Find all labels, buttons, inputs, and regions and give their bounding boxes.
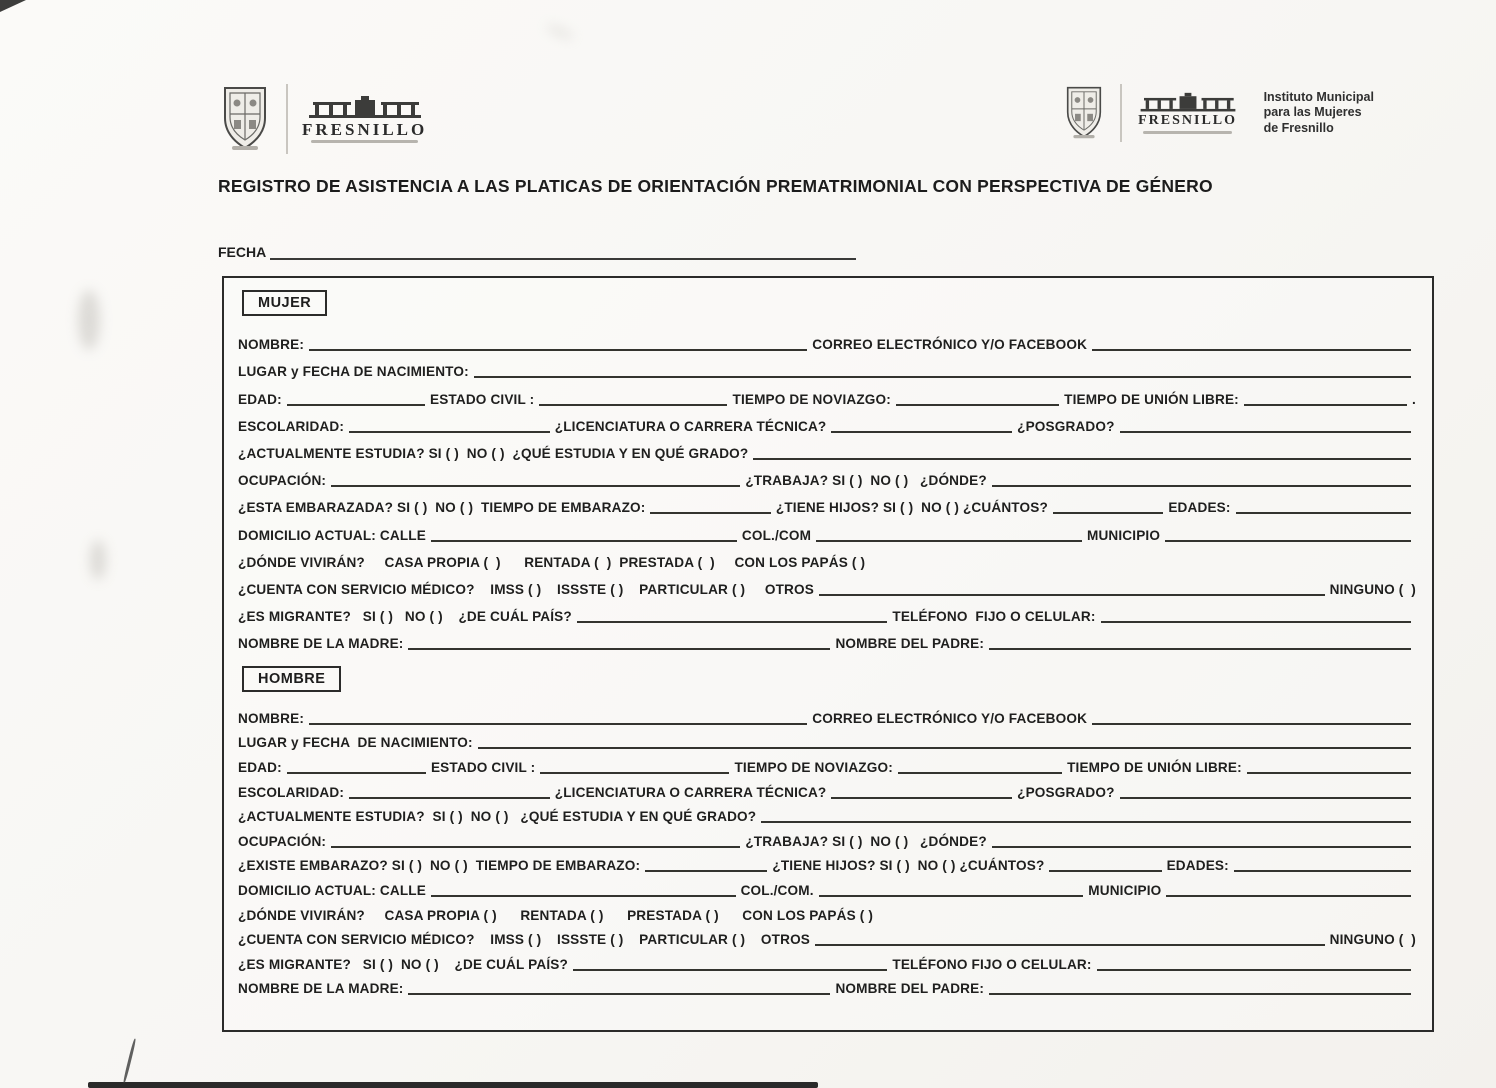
blank-line (1236, 497, 1411, 514)
blank-line (1049, 855, 1161, 872)
form-line-hombre-domicilio (236, 874, 1418, 899)
blank-line (992, 831, 1411, 848)
field-label: ¿ACTUALMENTE ESTUDIA? SI ( ) NO ( ) ¿QUÉ ESTUDIA Y EN QUÉ GRADO? (238, 809, 757, 825)
field-label: ¿TIENE HIJOS? SI ( ) NO ( ) ¿CUÁNTOS? (772, 858, 1045, 874)
section-label-mujer: MUJER (242, 290, 327, 316)
field-label: EDAD: (238, 391, 282, 407)
fresnillo-brandmark-small (1136, 92, 1240, 134)
field-label: COL./COM (741, 527, 812, 543)
institute-line: de Fresnillo (1263, 120, 1334, 135)
field-label: NINGUNO ( ) (1329, 581, 1416, 597)
blank-line (816, 525, 1082, 542)
field-label: ¿POSGRADO? (1017, 784, 1115, 800)
form-line-mujer-nacimiento (236, 353, 1418, 380)
form-line-mujer-embarazo (236, 489, 1418, 516)
blank-line (287, 389, 425, 406)
field-label: ¿LICENCIATURA O CARRERA TÉCNICA? (554, 418, 827, 434)
form-title: REGISTRO DE ASISTENCIA A LAS PLATICAS DE ORIENTACIÓN PREMATRIMONIAL CON PERSPECTIVA DE GÉNERO (218, 176, 1213, 196)
field-label: TIEMPO DE UNIÓN LIBRE: (1067, 760, 1242, 776)
blank-line (645, 855, 767, 872)
form-line-mujer-estudia (236, 435, 1418, 462)
field-label: NOMBRE: (238, 710, 304, 726)
blank-line (331, 470, 740, 487)
scan-corner-artifact (0, 0, 26, 12)
form-line-hombre-nacimiento (236, 727, 1418, 752)
field-label: ¿DÓNDE VIVIRÁN? CASA PROPIA ( ) RENTADA ( ) PRESTADA ( ) CON LOS PAPÁS ( ) (238, 554, 866, 570)
field-label: ¿DÓNDE VIVIRÁN? CASA PROPIA ( ) RENTADA ( ) PRESTADA ( ) CON LOS PAPÁS ( ) (238, 907, 873, 923)
blank-line (815, 929, 1325, 946)
blank-line (753, 443, 1411, 460)
form-line-mujer-vivienda (236, 544, 1418, 571)
blank-line (1165, 525, 1411, 542)
brand-name: FRESNILLO (302, 119, 428, 139)
field-label: NOMBRE: (238, 337, 304, 353)
form-line-hombre-edad-civil (236, 751, 1418, 776)
field-label: EDADES: (1168, 500, 1231, 516)
field-label: CORREO ELECTRÓNICO Y/O FACEBOOK (812, 710, 1088, 726)
field-label: NOMBRE DE LA MADRE: (238, 636, 404, 652)
blank-line (408, 978, 830, 995)
field-label: TIEMPO DE NOVIAZGO: (732, 391, 891, 407)
institute-name (1264, 90, 1374, 137)
blank-line (831, 782, 1012, 799)
field-label: ¿POSGRADO? (1017, 418, 1115, 434)
blank-line (540, 757, 729, 774)
institute-line: para las Mujeres (1263, 105, 1362, 120)
field-label: ESCOLARIDAD: (238, 418, 345, 434)
form-line-hombre-vivienda (236, 899, 1418, 924)
field-label: NOMBRE DEL PADRE: (835, 981, 985, 997)
field-label: NOMBRE DE LA MADRE: (238, 981, 404, 997)
field-label: ¿ACTUALMENTE ESTUDIA? SI ( ) NO ( ) ¿QUÉ ESTUDIA Y EN QUÉ GRADO? (238, 445, 749, 461)
brand-tagline-placeholder (1143, 131, 1232, 134)
blank-line (1244, 389, 1407, 406)
field-label: OCUPACIÓN: (238, 473, 327, 489)
scanner-edge-artifact (88, 1082, 818, 1088)
field-label: ¿TRABAJA? SI ( ) NO ( ) ¿DÓNDE? (745, 833, 987, 849)
stray-pen-mark (122, 1038, 136, 1083)
section-hombre (236, 652, 1418, 997)
mujer-field-lines (236, 326, 1418, 652)
fecha-blank-line (270, 244, 856, 260)
blank-line (1092, 708, 1411, 725)
blank-line (989, 633, 1411, 650)
header-logos (218, 84, 1374, 154)
blank-line (1247, 757, 1411, 774)
blank-line (1092, 334, 1411, 351)
form-line-mujer-escolaridad (236, 408, 1418, 435)
brand-name: FRESNILLO (1138, 113, 1238, 129)
blank-line (992, 470, 1411, 487)
field-label: MUNICIPIO (1086, 527, 1161, 543)
blank-line (898, 757, 1062, 774)
field-label: ¿CUENTA CON SERVICIO MÉDICO? IMSS ( ) ISSSTE ( ) PARTICULAR ( ) OTROS (238, 581, 814, 597)
field-label: EDADES: (1166, 858, 1229, 874)
field-label: TIEMPO DE UNIÓN LIBRE: (1064, 391, 1239, 407)
blank-line (349, 416, 550, 433)
form-line-mujer-edad-civil (236, 380, 1418, 407)
field-label: DOMICILIO ACTUAL: CALLE (238, 527, 426, 543)
fresnillo-brandmark (302, 95, 427, 144)
field-label: LUGAR y FECHA DE NACIMIENTO: (238, 735, 473, 751)
municipal-logo-left (218, 84, 427, 154)
blank-line (577, 606, 888, 623)
logo-divider (286, 84, 288, 154)
blank-line (309, 708, 807, 725)
blank-line (896, 389, 1059, 406)
form-line-mujer-padres (236, 625, 1418, 652)
form-box (222, 276, 1434, 1032)
blank-line (989, 978, 1411, 995)
form-line-hombre-servicio-medico (236, 924, 1418, 949)
field-label: MUNICIPIO (1088, 883, 1162, 898)
field-label: TIEMPO DE NOVIAZGO: (734, 760, 893, 776)
blank-line (1120, 416, 1411, 433)
scan-smudge (90, 540, 106, 580)
blank-line (309, 334, 807, 351)
blank-line (1101, 606, 1412, 623)
field-label: ESTADO CIVIL : (429, 391, 535, 407)
form-line-mujer-ocupacion (236, 462, 1418, 489)
form-line-hombre-padres (236, 973, 1418, 998)
palace-icon (305, 95, 425, 121)
institute-logo-right (1062, 84, 1374, 142)
field-label: ESTADO CIVIL : (430, 760, 536, 776)
blank-line (819, 579, 1325, 596)
blank-line (331, 831, 740, 848)
field-label: OCUPACIÓN: (238, 833, 327, 849)
form-line-hombre-ocupacion (236, 825, 1418, 850)
blank-line (478, 732, 1411, 749)
form-line-hombre-embarazo (236, 850, 1418, 875)
field-label: CORREO ELECTRÓNICO Y/O FACEBOOK (812, 337, 1088, 353)
field-label: NOMBRE DEL PADRE: (835, 636, 985, 652)
blank-line (819, 880, 1084, 897)
field-label: LUGAR y FECHA DE NACIMIENTO: (238, 364, 469, 380)
blank-line (831, 416, 1012, 433)
form-line-mujer-migrante (236, 598, 1418, 625)
blank-line (408, 633, 830, 650)
field-label: ¿EXISTE EMBARAZO? SI ( ) NO ( ) TIEMPO DE EMBARAZO: (238, 858, 641, 874)
field-label: TELÉFONO FIJO O CELULAR: (892, 956, 1092, 972)
field-label: COL./COM. (740, 883, 814, 898)
city-crest-icon (218, 84, 272, 154)
field-label: ¿TRABAJA? SI ( ) NO ( ) ¿DÓNDE? (745, 473, 987, 489)
form-line-mujer-nombre (236, 326, 1418, 353)
form-line-hombre-estudia (236, 801, 1418, 826)
blank-line (287, 757, 426, 774)
blank-line (1120, 782, 1411, 799)
field-label: EDAD: (238, 760, 282, 776)
field-label: DOMICILIO ACTUAL: CALLE (238, 883, 426, 898)
brand-tagline-placeholder (311, 140, 419, 143)
form-line-hombre-nombre (236, 702, 1418, 727)
blank-line (431, 525, 737, 542)
fecha-label: FECHA (218, 244, 267, 260)
field-label: . (1412, 391, 1416, 407)
blank-line (650, 497, 770, 514)
form-line-mujer-servicio-medico (236, 571, 1418, 598)
blank-line (474, 361, 1411, 378)
form-line-hombre-escolaridad (236, 776, 1418, 801)
field-label: ¿CUENTA CON SERVICIO MÉDICO? IMSS ( ) ISSSTE ( ) PARTICULAR ( ) OTROS (238, 932, 811, 948)
field-label: ¿LICENCIATURA O CARRERA TÉCNICA? (554, 784, 827, 800)
hombre-field-lines (236, 702, 1418, 997)
blank-line (1097, 954, 1411, 971)
blank-line (431, 880, 736, 897)
blank-line (761, 806, 1411, 823)
section-mujer (236, 288, 1418, 652)
palace-icon (1136, 92, 1240, 114)
blank-line (1053, 497, 1163, 514)
blank-line (539, 389, 727, 406)
institute-line: Instituto Municipal (1263, 89, 1374, 104)
logo-divider (1120, 84, 1122, 142)
field-label: ¿ES MIGRANTE? SI ( ) NO ( ) ¿DE CUÁL PAÍS? (238, 956, 568, 972)
blank-line (1166, 880, 1411, 897)
blank-line (1234, 855, 1411, 872)
field-label: ESCOLARIDAD: (238, 784, 345, 800)
blank-line (573, 954, 887, 971)
scan-smudge (78, 290, 100, 350)
scan-smudge (545, 22, 576, 42)
fecha-row (218, 244, 856, 260)
form-line-mujer-domicilio (236, 516, 1418, 543)
field-label: ¿ESTA EMBARAZADA? SI ( ) NO ( ) TIEMPO DE EMBARAZO: (238, 500, 646, 516)
field-label: TELÉFONO FIJO O CELULAR: (892, 609, 1096, 625)
city-crest-icon-small (1062, 84, 1106, 142)
field-label: NINGUNO ( ) (1329, 932, 1416, 948)
field-label: ¿ES MIGRANTE? SI ( ) NO ( ) ¿DE CUÁL PAÍS? (238, 609, 572, 625)
blank-line (349, 782, 550, 799)
form-line-hombre-migrante (236, 948, 1418, 973)
field-label: ¿TIENE HIJOS? SI ( ) NO ( ) ¿CUÁNTOS? (775, 500, 1048, 516)
section-label-hombre: HOMBRE (242, 666, 341, 692)
